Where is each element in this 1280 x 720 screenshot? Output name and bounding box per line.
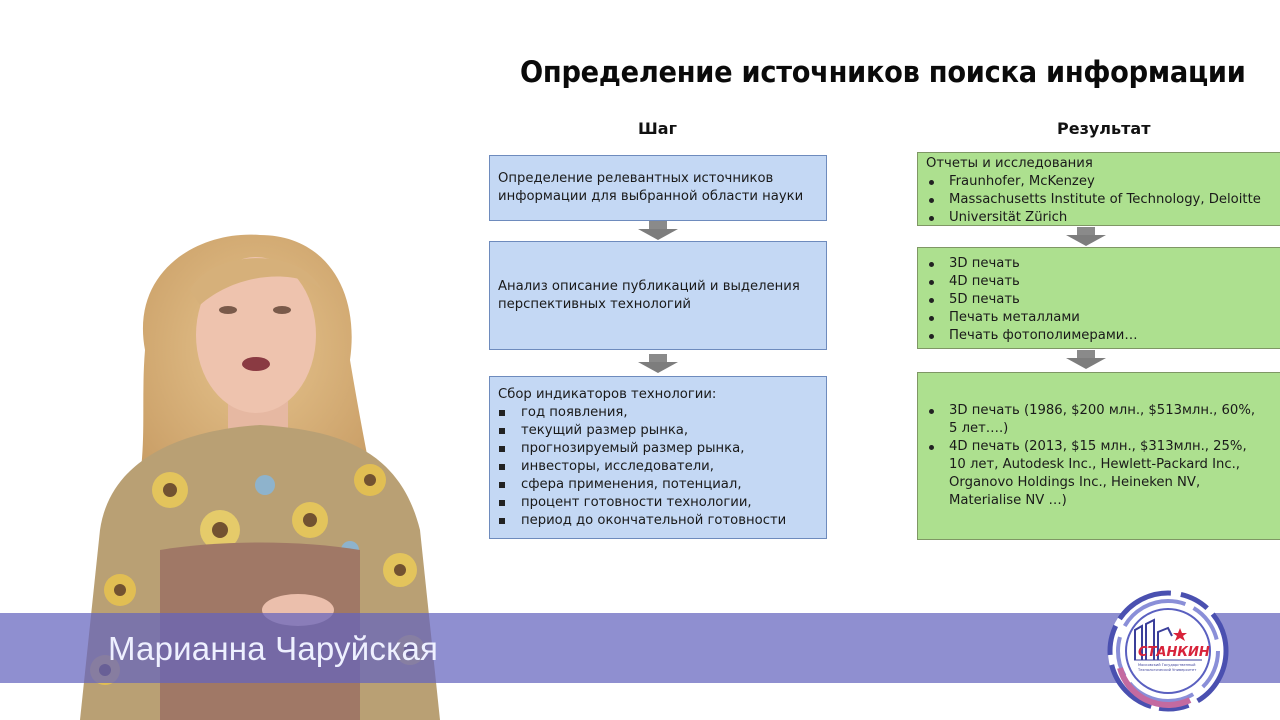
list-item: Massachusetts Institute of Technology, Deloitte [926, 191, 1272, 209]
step-1-text: Определение релевантных источников информации для выбранной области науки [498, 171, 804, 204]
indicator-list [498, 404, 818, 530]
sources-list [926, 173, 1272, 227]
down-arrow-icon [638, 354, 678, 374]
list-item: 3D печать [926, 255, 1272, 273]
list-item: прогнозируемый размер рынка, [498, 440, 818, 458]
list-item: 5D печать [926, 291, 1272, 309]
result-box-2 [917, 247, 1280, 349]
result-box-1 [917, 152, 1280, 226]
list-item: процент готовности технологии, [498, 494, 818, 512]
logo-subtitle-2: Технологический Университет [1138, 668, 1197, 672]
down-arrow-icon [1066, 227, 1106, 247]
results-column-header: Результат [1057, 119, 1151, 138]
technologies-list [926, 255, 1272, 345]
list-item: 4D печать (2013, $15 млн., $313млн., 25%, 10 лет, Autodesk Inc., Hewlett-Packard Inc., Organovo Holdings Inc., Heineken NV, Materialise NV …) [926, 438, 1261, 510]
list-item: текущий размер рынка, [498, 422, 818, 440]
step-box-2 [489, 241, 827, 350]
list-item: период до окончательной готовности [498, 512, 818, 530]
list-item: Fraunhofer, McKenzey [926, 173, 1272, 191]
list-item: 3D печать (1986, $200 млн., $513млн., 60%, 5 лет….) [926, 402, 1261, 438]
result-box-3 [917, 372, 1280, 540]
logo-wordmark: СТАНКИН [1138, 645, 1210, 660]
indicators-result-list [926, 402, 1261, 510]
list-item: год появления, [498, 404, 818, 422]
list-item: инвесторы, исследователи, [498, 458, 818, 476]
stankin-logo [1100, 588, 1236, 714]
step-box-3 [489, 376, 827, 539]
down-arrow-icon [1066, 350, 1106, 370]
list-item: Печать металлами [926, 309, 1272, 327]
steps-column-header: Шаг [638, 119, 677, 138]
slide-title: Определение источников поиска информации [520, 55, 1246, 89]
list-item: Universität Zürich [926, 209, 1272, 227]
step-box-1 [489, 155, 827, 221]
list-item: Печать фотополимерами… [926, 327, 1272, 345]
down-arrow-icon [638, 221, 678, 241]
list-item: сфера применения, потенциал, [498, 476, 818, 494]
step-3-intro: Сбор индикаторов технологии: [498, 387, 717, 402]
logo-subtitle-1: Московский Государственный [1138, 663, 1196, 667]
presenter-name: Марианна Чаруйская [108, 630, 439, 667]
result-1-intro: Отчеты и исследования [926, 156, 1093, 171]
step-2-text: Анализ описание публикаций и выделения перспективных технологий [498, 279, 800, 312]
list-item: 4D печать [926, 273, 1272, 291]
